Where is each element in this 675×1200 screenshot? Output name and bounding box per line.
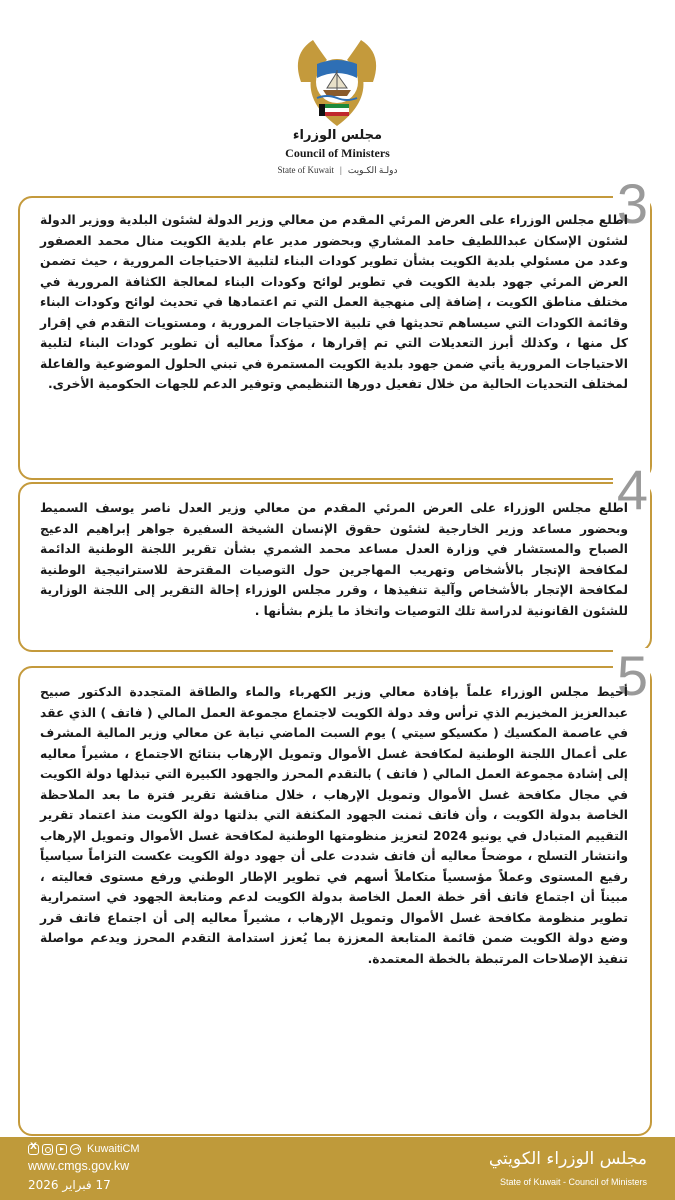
header-state-ar: دولـة الكـويت — [347, 165, 398, 175]
footer-org-ar: مجلس الوزراء الكويتي — [488, 1149, 647, 1169]
item-number: 5 — [613, 648, 650, 704]
publish-date: 17 فبراير 2026 — [28, 1178, 111, 1192]
decision-item — [18, 458, 652, 652]
item-text: أحيط مجلس الوزراء علماً بإفادة معالي وزير الكهرباء والماء والطاقة المتجددة الدكتور صبيح عبدالعزيز المخيزيم الذي ترأس وفد دولة الكويت لاجتماع مجموعة العمل المالي ( فاتف ) الذي عقد في عاصمة المكسيك ( مكسيكو سيتي ) يوم السبت الماضي نيابة عن معالي وزير المالية المشرف على أعمال اللجنة الوطنية لمكافحة غسل الأموال وتمويل الإرهاب بنتائج الاجتماع ، مشيراً معاليه إلى إشادة مجموعة العمل المالي ( فاتف ) بالتقدم المحرز والجهود الكبيرة التي تبذلها دولة الكويت في مجال مكافحة غسل الأموال وتمويل الإرهاب ، خلال مناقشة تقرير فترة ما بعد الملاحظة الخاصة بدولة الكويت ، وأن فاتف ثمنت الجهود المكثفة التي بذلتها دولة الكويت منذ اعتماد تقرير التقييم المتبادل في يونيو 2024 لتعزيز منظومتها الوطنية لمكافحة غسل الأموال وتمويل الإرهاب وانتشار التسلح ، موضحاً معاليه أن فاتف شددت على أن جهود دولة الكويت عكست التزاماً سياسياً رفيع المستوى وعملاً مؤسسياً متكاملاً أسهم في تطوير الإطار الوطني ورفع مستوى فعاليته ، مبيناً أن اجتماع فاتف أقر خطة العمل الخاصة بدولة الكويت لدعم ومتابعة الجهود في استمرارية تطوير منظومة مكافحة غسل الأموال وتمويل الإرهاب ، مشيراً معاليه إلى أن اجتماع فاتف قرر وضع دولة الكويت ضمن قائمة المتابعة المعززة بما يُعزز استدامة التقدم المحرز ويدعم مواصلة تنفيذ الإصلاحات المرتبطة بالخطة المعتمدة. — [40, 685, 628, 966]
header-title-en: Council of Ministers — [285, 146, 390, 160]
header-title-ar: مجلس الوزراء — [292, 128, 383, 143]
instagram-icon[interactable] — [42, 1144, 53, 1155]
header-state — [0, 165, 675, 176]
social-links — [28, 1143, 140, 1155]
footer-org-en: State of Kuwait - Council of Ministers — [499, 1177, 647, 1187]
decision-item — [18, 172, 652, 480]
kuwait-emblem-icon — [287, 34, 387, 134]
item-text: اطلع مجلس الوزراء على العرض المرئي المقدم من معالي وزير الدولة لشئون البلدية ووزير الدولة لشئون الإسكان عبداللطيف حامد المشاري وبحضور مدير عام بلدية الكويت منال محمد العصفور وعدد من مسئولي بلدية الكويت بشأن تطوير كودات البناء لتلبية الاحتياجات المرورية ، حيث تضمن العرض المرئي جهود بلدية الكويت في تطوير لوائح وكودات البناء لمعالجة الكثافة المرورية في مختلف مناطق الكويت ، إضافة إلى منهجية العمل التي تم اعتمادها في تحديث لوائح وكودات البناء وقائمة الكودات التي سيساهم تحديثها في تلبية الاحتياجات المرورية ، ومستويات التقدم في إقرار كل منها ، وكذلك أبرز التعديلات التي تم إقرارها ، مؤكداً معاليه أن تطوير كودات البناء لتلبية الاحتياجات المرورية يأتي ضمن جهود بلدية الكويت المستمرة في تبني الحلول الموضوعية والفاعلة لمختلف التحديات الحالية من خلال تفعيل دورها التنظيمي وتوفير الدعم للجهات الحكومية الأخرى. — [40, 213, 628, 391]
item-text: اطلع مجلس الوزراء على العرض المرئي المقدم من معالي وزير العدل ناصر يوسف السميط وبحضور مساعد وزير الخارجية لشئون حقوق الإنسان الشيخة السفيرة جواهر إبراهيم الدعيج الصباح والمستشار في وزارة العدل مساعد محمد الشمري بشأن تقرير اللجنة الوطنية الدائمة لمكافحة الإتجار بالأشخاص وتهريب المهاجرين حول التوصيات المقترحة للاستراتيجية الوطنية لمكافحة الإتجار بالأشخاص وآلية تنفيذها ، وقرر مجلس الوزراء إحالة التقرير إلى اللجنة الوزارية للشئون القانونية لدراسة تلك التوصيات واتخاذ ما يلزم بشأنها . — [40, 501, 628, 618]
item-number: 3 — [613, 176, 650, 232]
telegram-icon[interactable] — [70, 1144, 81, 1155]
item-number: 4 — [613, 462, 650, 518]
header-state-separator: | — [340, 165, 342, 175]
header-state-en: State of Kuwait — [277, 165, 335, 175]
x-icon[interactable] — [28, 1144, 39, 1155]
footer — [0, 1137, 675, 1200]
website-link[interactable]: www.cmgs.gov.kw — [28, 1159, 130, 1173]
decision-item — [18, 644, 652, 1136]
header — [0, 0, 675, 182]
youtube-icon[interactable] — [56, 1144, 67, 1155]
social-handle[interactable]: KuwaitiCM — [87, 1143, 140, 1155]
